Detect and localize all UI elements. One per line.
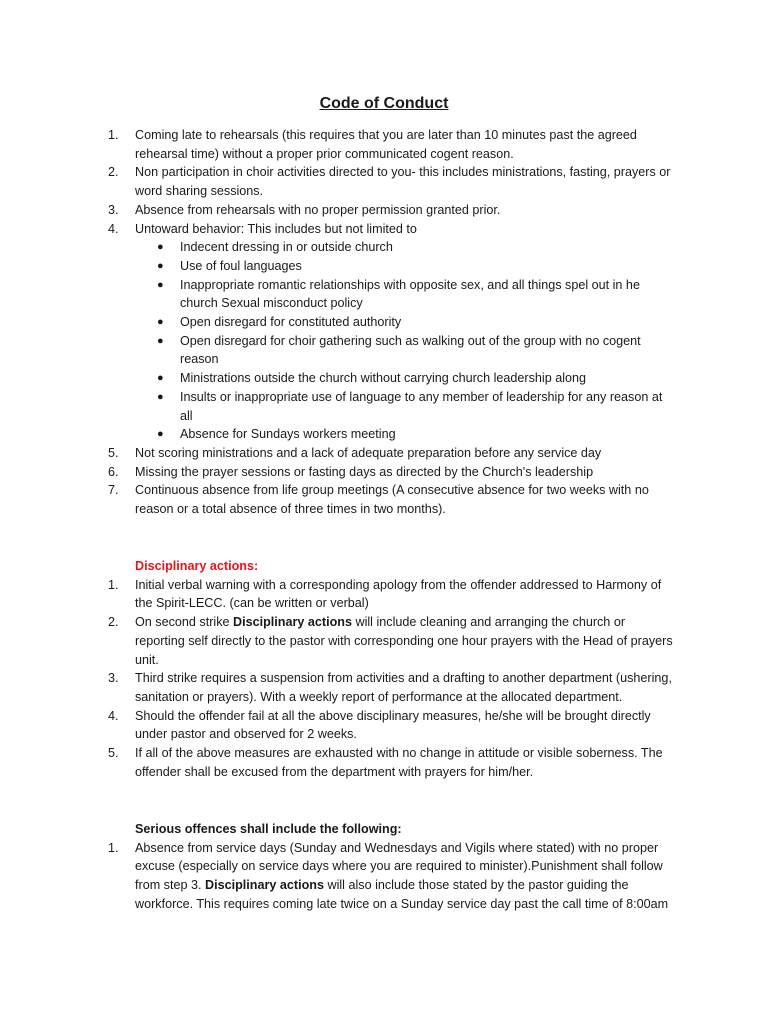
bullet-text: Indecent dressing in or outside church bbox=[180, 240, 393, 255]
serious-offences-heading: Serious offences shall include the following: bbox=[135, 822, 402, 836]
bullet-text: Open disregard for constituted authority bbox=[180, 315, 402, 330]
list-item bbox=[108, 201, 678, 220]
list-item-text: Initial verbal warning with a corresponding apology from the offender addressed to Harmony of the Spirit-LECC. (can be written or verbal) bbox=[135, 577, 662, 611]
bullet-icon: ● bbox=[157, 241, 164, 254]
list-item-text: Untoward behavior: This includes but not limited to bbox=[135, 221, 417, 236]
page-title: Code of Conduct bbox=[319, 95, 449, 112]
list-number: 4. bbox=[108, 221, 119, 236]
list-number: 7. bbox=[108, 483, 119, 498]
bullet-item bbox=[108, 313, 678, 332]
list-number: 1. bbox=[108, 840, 119, 855]
bullet-item bbox=[108, 257, 678, 276]
list-number: 3. bbox=[108, 671, 119, 686]
conduct-list bbox=[108, 126, 678, 519]
list-item-text-bold: Disciplinary actions bbox=[233, 615, 352, 630]
bullet-item bbox=[108, 332, 678, 369]
bullet-icon: ● bbox=[157, 334, 164, 347]
bullet-text: Insults or inappropriate use of language to any member of leadership for any reason at all bbox=[180, 389, 663, 423]
list-item bbox=[108, 463, 678, 482]
list-number: 1. bbox=[108, 577, 119, 592]
list-item bbox=[108, 444, 678, 463]
list-number: 5. bbox=[108, 746, 119, 761]
bullet-text: Open disregard for choir gathering such as walking out of the group with no cogent reason bbox=[180, 333, 641, 367]
list-item-text-post: will include cleaning and arranging the church or reporting self directly to the pastor with corresponding one hour prayers with the Head of prayers unit. bbox=[135, 615, 673, 667]
list-item-text: Continuous absence from life group meetings (A consecutive absence for two weeks with no reason or a total absence of three times in two months). bbox=[135, 483, 649, 517]
list-item bbox=[108, 126, 678, 163]
list-number: 1. bbox=[108, 128, 119, 142]
list-number: 6. bbox=[108, 464, 119, 479]
bullet-item bbox=[108, 369, 678, 388]
bullet-icon: ● bbox=[157, 428, 164, 441]
list-number: 2. bbox=[108, 615, 119, 630]
list-item-text-post: will also include those stated by the pastor guiding the workforce. This requires coming late twice on a Sunday service day past the call time of 8:00am bbox=[135, 878, 669, 911]
bullet-item bbox=[108, 425, 678, 444]
list-item bbox=[108, 744, 678, 781]
list-item bbox=[108, 163, 678, 200]
list-number: 5. bbox=[108, 445, 119, 460]
bullet-text: Ministrations outside the church without carrying church leadership along bbox=[180, 371, 587, 386]
bullet-icon: ● bbox=[157, 259, 164, 272]
list-item bbox=[108, 613, 678, 669]
list-item bbox=[108, 481, 678, 518]
bullet-icon: ● bbox=[157, 372, 164, 385]
list-item-text: Absence from rehearsals with no proper permission granted prior. bbox=[135, 202, 501, 217]
disciplinary-heading: Disciplinary actions: bbox=[135, 559, 259, 573]
list-number: 2. bbox=[108, 165, 119, 180]
list-item-text: Missing the prayer sessions or fasting days as directed by the Church's leadership bbox=[135, 464, 594, 479]
list-number: 3. bbox=[108, 202, 119, 217]
list-item-text-pre: Absence from service days (Sunday and Wednesdays and Vigils where stated) with no proper excuse (especially on service days where you are required to minister).Punishment shall follow from step 3. bbox=[135, 840, 663, 893]
list-item bbox=[108, 669, 678, 706]
list-item-text: If all of the above measures are exhausted with no change in attitude or visible soberness. The offender shall be excused from the department with prayers for him/her. bbox=[135, 746, 663, 779]
list-item-text: Third strike requires a suspension from activities and a drafting to another department (ushering, sanitation or prayers). With a weekly report of performance at the allocated department. bbox=[135, 671, 672, 704]
list-item bbox=[108, 839, 678, 914]
bullet-icon: ● bbox=[157, 278, 164, 291]
list-item-text: Coming late to rehearsals (this requires that you are later than 10 minutes past the agreed rehearsal time) without a proper prior communicated cogent reason. bbox=[135, 128, 637, 161]
bullet-text: Use of foul languages bbox=[180, 258, 302, 273]
list-item-text: Non participation in choir activities directed to you- this includes ministrations, fasting, prayers or word sharing sessions. bbox=[135, 165, 671, 199]
bullet-icon: ● bbox=[157, 390, 164, 403]
bullet-text: Absence for Sundays workers meeting bbox=[180, 427, 396, 442]
bullet-item bbox=[108, 388, 678, 425]
list-item bbox=[108, 707, 678, 744]
bullet-item bbox=[108, 276, 678, 313]
list-item-text-pre: On second strike bbox=[135, 615, 233, 630]
serious-offences-section bbox=[108, 820, 678, 914]
list-number: 4. bbox=[108, 708, 119, 723]
list-item bbox=[108, 576, 678, 613]
list-item-text: Not scoring ministrations and a lack of adequate preparation before any service day bbox=[135, 445, 602, 460]
list-item-text-bold: Disciplinary actions bbox=[205, 878, 324, 893]
bullet-item bbox=[108, 238, 678, 257]
list-item bbox=[108, 220, 678, 239]
list-item-text: Should the offender fail at all the above disciplinary measures, he/she will be brought directly under pastor and observed for 2 weeks. bbox=[135, 708, 651, 742]
bullet-icon: ● bbox=[157, 316, 164, 329]
bullet-text: Inappropriate romantic relationships with opposite sex, and all things spel out in he church Sexual misconduct policy bbox=[180, 277, 640, 311]
disciplinary-section bbox=[108, 557, 678, 781]
